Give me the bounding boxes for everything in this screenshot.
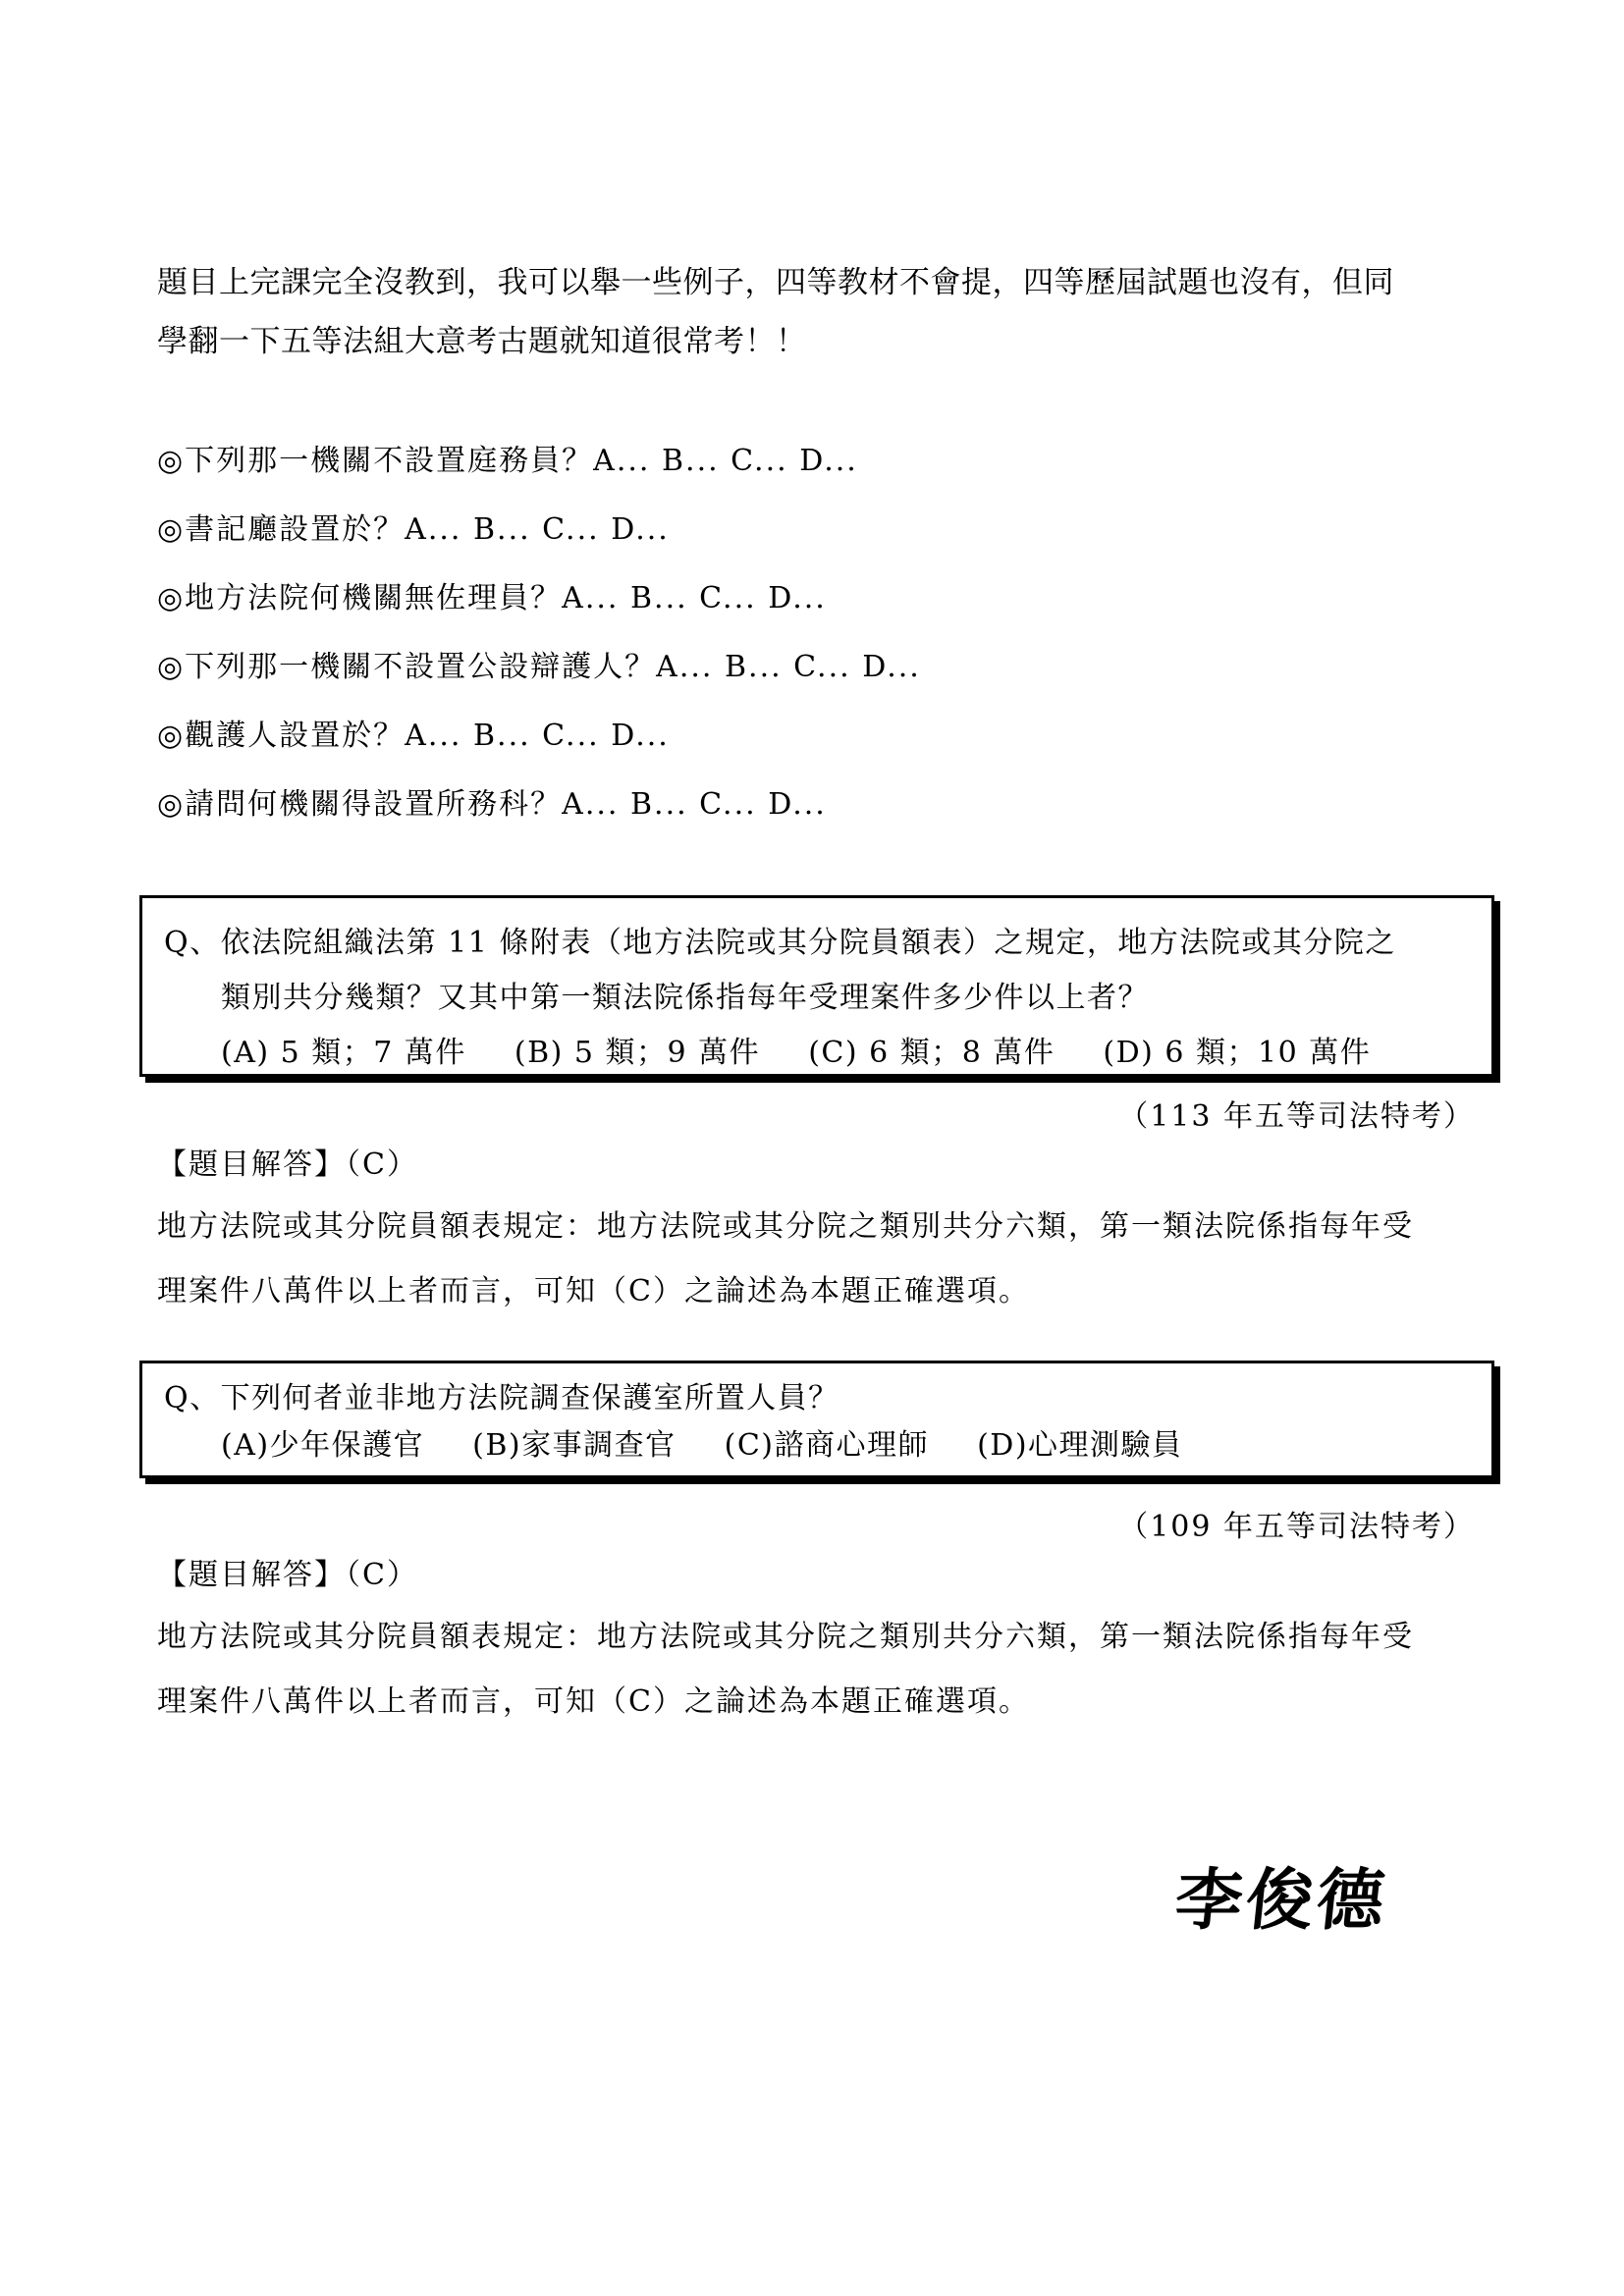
example-question: ◎書記廳設置於？A... B... C... D... xyxy=(157,512,670,547)
example-question: ◎觀護人設置於？A... B... C... D... xyxy=(157,719,670,753)
option-d: (D)心理測驗員 xyxy=(977,1428,1183,1463)
answer-block-2 xyxy=(157,1554,1512,1735)
option-c: (C)諮商心理師 xyxy=(724,1428,930,1463)
option-b: (B)家事調查官 xyxy=(472,1428,677,1463)
example-question-list xyxy=(157,427,1532,839)
question-text: Q、依法院組織法第 11 條附表（地方法院或其分院員額表）之規定，地方法院或其分院之 xyxy=(164,926,1396,960)
answer-explanation: 地方法院或其分院員額表規定：地方法院或其分院之類別共分六類，第一類法院係指每年受 xyxy=(157,1209,1414,1244)
intro-line: 題目上完課完全沒教到，我可以舉一些例子，四等教材不會提，四等歷屆試題也沒有，但同 xyxy=(157,265,1394,300)
question-box-2 xyxy=(139,1361,1494,1478)
answer-explanation: 理案件八萬件以上者而言，可知（C）之論述為本題正確選項。 xyxy=(157,1274,1030,1308)
question-source: （113 年五等司法特考） xyxy=(1118,1099,1475,1134)
option-b: (B) 5 類；9 萬件 xyxy=(514,1036,761,1070)
option-c: (C) 6 類；8 萬件 xyxy=(808,1036,1056,1070)
example-question: ◎請問何機關得設置所務科？A... B... C... D... xyxy=(157,787,827,822)
intro-paragraph xyxy=(157,253,1492,371)
answer-explanation: 地方法院或其分院員額表規定：地方法院或其分院之類別共分六類，第一類法院係指每年受 xyxy=(157,1620,1414,1654)
answer-block-1 xyxy=(157,1144,1512,1324)
example-question: ◎下列那一機關不設置庭務員？A... B... C... D... xyxy=(157,444,858,478)
question-text: 類別共分幾類？又其中第一類法院係指每年受理案件多少件以上者？ xyxy=(221,981,1149,1015)
author-signature: 李俊德 xyxy=(1171,1862,1392,1940)
question-text: Q、下列何者並非地方法院調查保護室所置人員？ xyxy=(164,1381,839,1415)
question-source: （109 年五等司法特考） xyxy=(1118,1510,1475,1544)
intro-line: 學翻一下五等法組大意考古題就知道很常考！！ xyxy=(157,324,807,359)
example-question: ◎地方法院何機關無佐理員？A... B... C... D... xyxy=(157,581,827,615)
example-question: ◎下列那一機關不設置公設辯護人？A... B... C... D... xyxy=(157,650,921,684)
answer-explanation: 理案件八萬件以上者而言，可知（C）之論述為本題正確選項。 xyxy=(157,1684,1030,1719)
option-d: (D) 6 類；10 萬件 xyxy=(1103,1036,1372,1070)
answer-title: 【題目解答】（C） xyxy=(157,1148,418,1182)
answer-title: 【題目解答】（C） xyxy=(157,1558,418,1592)
question-box-1 xyxy=(139,895,1494,1077)
question-options xyxy=(164,1422,1468,1469)
option-a: (A) 5 類；7 萬件 xyxy=(221,1036,466,1070)
option-a: (A)少年保護官 xyxy=(221,1428,425,1463)
question-options xyxy=(164,1026,1468,1081)
